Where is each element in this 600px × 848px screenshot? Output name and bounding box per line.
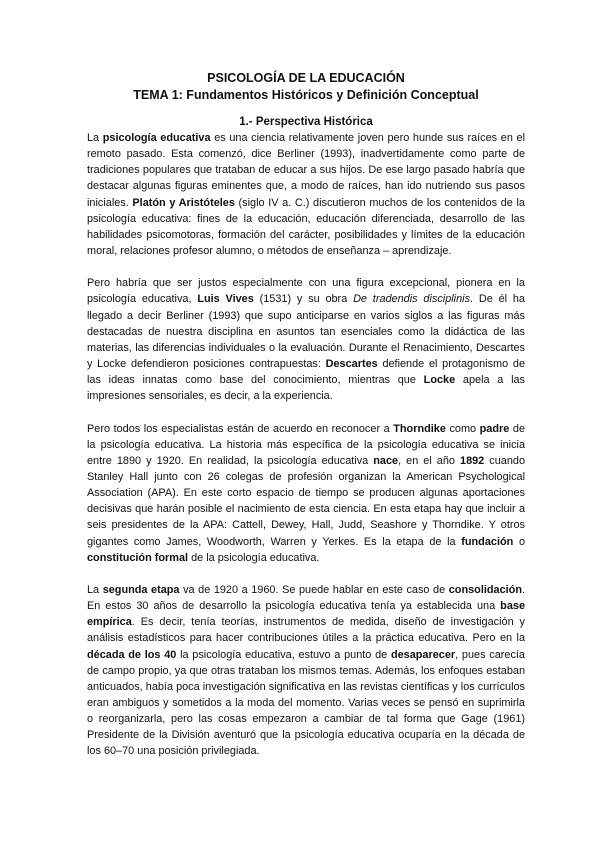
bold-term: segunda etapa — [102, 583, 180, 596]
text-run: (siglo IV a. C.) discutieron muchos de los contenidos de la psicología educativa: fines de la educación, educación diferenciada, desarrollo de las habilidades psicomotoras, formación del carácter, posibilidades y límites de la educación moral, relaciones profesor alumno, o métodos de enseñanza – aprendizaje. — [87, 196, 525, 258]
text-run: la psicología educativa, estuvo a punto de — [176, 648, 391, 661]
bold-term: base empírica — [87, 600, 525, 629]
bold-term: Luis Vives — [197, 293, 254, 306]
paragraph-1 — [87, 130, 525, 259]
bold-term: Descartes — [325, 358, 378, 371]
text-run: apela a las impresiones sensoriales, es decir, a la experiencia. — [87, 374, 526, 403]
text-run: Pero todos los especialistas están de acuerdo en reconocer a — [87, 422, 394, 435]
text-run: , en el año — [398, 454, 461, 467]
text-run: Pero habría que ser justos especialmente con una figura excepcional, pionera en la psicología educativa, — [87, 277, 525, 306]
paragraph-4 — [87, 582, 525, 760]
bold-term: padre — [479, 422, 510, 435]
text-run: cuando Stanley Hall junto con 26 colegas de profesión organizan la American Psychological Association (APA). En este corto espacio de tiempo se producen algunas aportaciones decisivas que harán posible el nacimiento de esta ciencia. En esta etapa hay que incluir a seis presidentes de la APA: Cattell, Dewey, Hall, Judd, Seashore y Thorndike. Y otros gigantes como James, Woodworth, Warren y Yerkes. Es la etapa de la — [87, 454, 526, 548]
text-run: defiende el protagonismo de las ideas innatas como base del conocimiento, mientras que — [87, 358, 526, 387]
bold-term: Thorndike — [393, 422, 446, 435]
text-run: como — [445, 422, 480, 435]
italic-title: De tradendis disciplinis — [353, 293, 471, 306]
bold-term: consolidación — [448, 583, 522, 596]
document-title: PSICOLOGÍA DE LA EDUCACIÓN — [207, 71, 405, 85]
bold-term: fundación — [461, 535, 514, 548]
bold-term: psicología educativa — [102, 132, 211, 144]
text-run: de la psicología educativa. — [188, 551, 320, 564]
section-heading: 1.- Perspectiva Histórica — [239, 116, 373, 128]
bold-term: constitución formal — [87, 551, 189, 564]
text-run: es una ciencia relativamente joven pero hunde sus raíces en el remoto pasado. Esta comenzó, dice Berliner (1993), inadvertidamente como parte de tradiciones populares que trataban de educar a sus hijos. De ese largo pasado habría que destacar algunas figuras eminentes que, a modo de raíces, han ido nutriendo sus pasos iniciales. — [87, 132, 526, 209]
text-run: , pues carecía de campo propio, ya que otras trataban los mismos temas. Además, los enfoques estaban anticuados, había poca investigación significativa en las revistas científicas y los currículos eran ambiguos y sometidos a la moda del momento. Varias veces se pensó en suprimirla o reorganizarla, pero las cosas empezaron a cambiar de tal forma que Gage (1961) Presidente de la División aventuró que la psicología educativa ocuparía en la década de los 60–70 una posición privilegiada. — [87, 648, 525, 758]
document-subtitle: TEMA 1: Fundamentos Históricos y Definición Conceptual — [133, 88, 479, 102]
bold-term: desaparecer — [390, 648, 456, 661]
bold-term: Locke — [423, 374, 456, 387]
text-run: va de 1920 a 1960. Se puede hablar en este caso de — [179, 583, 449, 596]
text-run: de la psicología educativa. La historia más específica de la psicología educativa se inicia entre 1890 y 1920. En realidad, la psicología educativa — [87, 422, 526, 467]
text-run: . De él ha llegado a decir Berliner (1993) que supo anticiparse en varios siglos a las figuras más destacadas de nuestra disciplina en asuntos tan esenciales como la didáctica de las materias, las diferencias individuales o la evaluación. Durante el Renacimiento, Descartes y Locke defendieron posiciones contrapuestas: — [87, 293, 525, 371]
text-run: . En estos 30 años de desarrollo la psicología educativa tenía ya establecida una — [87, 583, 526, 613]
bold-term: Platón y Aristóteles — [132, 196, 235, 209]
text-run: (1531) y su obra — [253, 293, 354, 306]
text-run: o — [513, 535, 525, 548]
bold-term: década de los 40 — [87, 648, 177, 661]
text-run: . Es decir, tenía teorías, instrumentos de medida, diseño de investigación y análisis estadísticos para hacer contribuciones útiles a la práctica educativa. Pero en la — [87, 616, 525, 645]
text-run: La — [87, 583, 103, 596]
bold-term: nace — [373, 454, 399, 467]
paragraph-3 — [87, 421, 525, 566]
bold-term: 1892 — [460, 454, 485, 467]
text-run: La — [87, 132, 103, 144]
paragraph-2 — [87, 275, 525, 404]
document-page — [87, 70, 525, 760]
